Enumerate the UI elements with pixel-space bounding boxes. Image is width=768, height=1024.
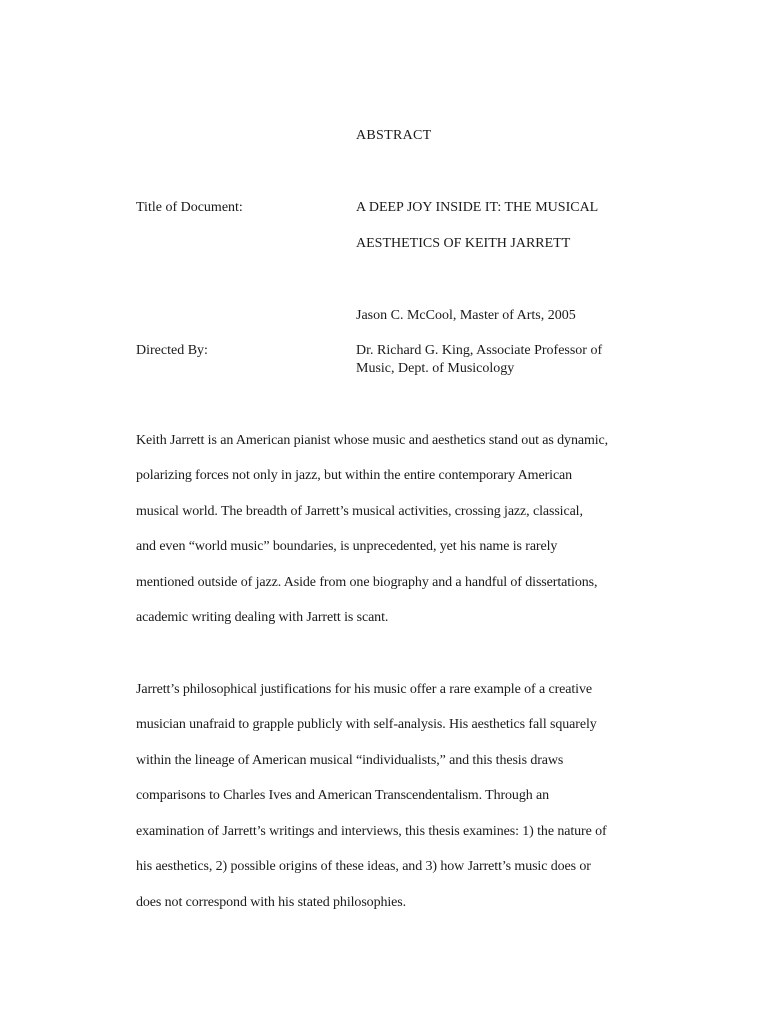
paragraph-line: comparisons to Charles Ives and American Transcendentalism. Through an	[136, 788, 550, 803]
paragraph-line: and even “world music” boundaries, is unprecedented, yet his name is rarely	[136, 539, 558, 554]
director-line-2: Music, Dept. of Musicology	[356, 361, 515, 376]
paragraph-line: mentioned outside of jazz. Aside from one biography and a handful of dissertations,	[136, 575, 598, 590]
title-line-2: AESTHETICS OF KEITH JARRETT	[356, 236, 571, 251]
paragraph-line: Jarrett’s philosophical justifications for his music offer a rare example of a creative	[136, 682, 592, 697]
paragraph-line: examination of Jarrett’s writings and interviews, this thesis examines: 1) the nature of	[136, 824, 607, 839]
paragraph-line: Keith Jarrett is an American pianist whose music and aesthetics stand out as dynamic,	[136, 433, 609, 448]
paragraph-line: academic writing dealing with Jarrett is scant.	[136, 610, 389, 625]
author-line: Jason C. McCool, Master of Arts, 2005	[356, 308, 576, 323]
paragraph-line: his aesthetics, 2) possible origins of these ideas, and 3) how Jarrett’s music does or	[136, 859, 591, 874]
paragraph-line: musician unafraid to grapple publicly with self-analysis. His aesthetics fall squarely	[136, 717, 597, 732]
abstract-heading: ABSTRACT	[356, 128, 432, 143]
paragraph-line: musical world. The breadth of Jarrett’s musical activities, crossing jazz, classical,	[136, 504, 583, 519]
paragraph-line: within the lineage of American musical “individualists,” and this thesis draws	[136, 753, 564, 768]
director-line-1: Dr. Richard G. King, Associate Professor of	[356, 343, 603, 358]
directed-by-label: Directed By:	[136, 343, 208, 358]
paragraph-line: polarizing forces not only in jazz, but within the entire contemporary American	[136, 468, 573, 483]
title-line-1: A DEEP JOY INSIDE IT: THE MUSICAL	[356, 200, 599, 215]
paragraph-line: does not correspond with his stated philosophies.	[136, 895, 407, 910]
title-label: Title of Document:	[136, 200, 243, 215]
